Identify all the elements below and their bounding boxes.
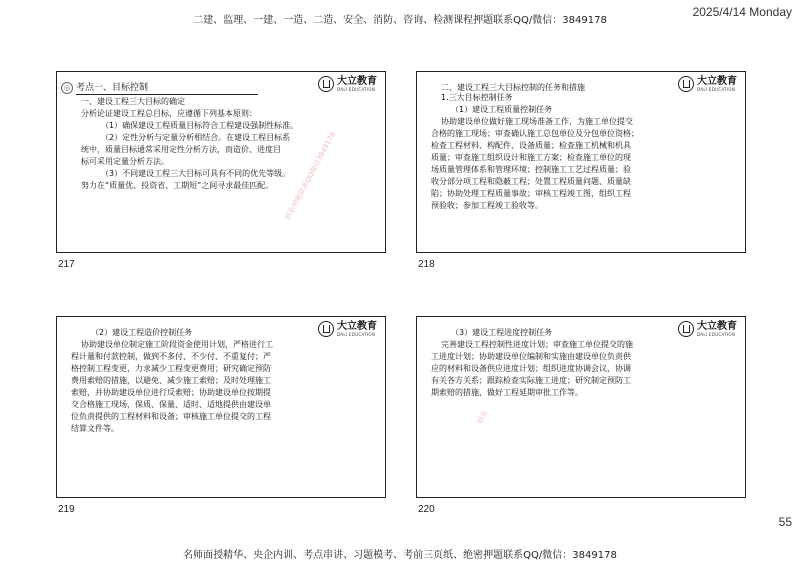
slide-217 bbox=[56, 71, 386, 253]
logo-text: 大立教育 bbox=[337, 320, 377, 332]
text-line: 有关各方关系；跟踪检查实际施工进度；研究制定预防工 bbox=[431, 376, 631, 385]
date-label: 2025/4/14 Monday bbox=[692, 5, 792, 19]
slide-number: 219 bbox=[58, 504, 75, 515]
logo-text: 大立教育 bbox=[697, 75, 737, 87]
slide-item: （2）建设工程造价控制任务 bbox=[91, 328, 193, 337]
slide-title: 考点一、目标控制 bbox=[76, 80, 258, 95]
watermark: 联系 bbox=[475, 409, 490, 426]
logo-subtext: DALI EDUCATION bbox=[337, 331, 376, 337]
text-line: （3）不同建设工程三大目标可具有不同的优先等级。 bbox=[101, 169, 291, 178]
text-line: 程计量和付款控制，做到不多付、不少付、不重复付；严 bbox=[71, 352, 271, 361]
slide-body bbox=[431, 82, 733, 212]
logo-icon bbox=[318, 76, 334, 92]
text-line: 场质量管理体系和管理环境；控制施工工艺过程质量；验 bbox=[431, 165, 631, 174]
watermark: 联系押题联系QQ微信3849178 bbox=[283, 130, 338, 222]
logo-subtext: DALI EDUCATION bbox=[697, 331, 736, 337]
text-line: 完善建设工程控制性进度计划；审查施工单位提交的施 bbox=[441, 340, 633, 349]
slide-number: 218 bbox=[418, 259, 435, 270]
logo bbox=[318, 76, 377, 92]
text-line: 一、建设工程三大目标的确定 bbox=[81, 97, 185, 106]
slide-219 bbox=[56, 316, 386, 498]
slide-number: 217 bbox=[58, 259, 75, 270]
text-line: 工进度计划；协助建设单位编制和实施由建设单位负责供 bbox=[431, 352, 631, 361]
logo-subtext: DALI EDUCATION bbox=[697, 86, 736, 92]
header-banner: 二建、监理、一建、一造、二造、安全、消防、咨询、检测课程押题联系QQ/微信：3849178 bbox=[193, 15, 607, 26]
slide-item: （1）建设工程质量控制任务 bbox=[451, 105, 553, 114]
text-line: 位负责提供的工程材料和设备；审核施工单位提交的工程 bbox=[71, 412, 271, 421]
text-line: 协助建设单位做好施工现场准备工作，为施工单位提交 bbox=[441, 117, 633, 126]
text-line: 陷；协助处理工程质量事故；审核工程竣工图，组织工程 bbox=[431, 189, 631, 198]
logo-subtext: DALI EDUCATION bbox=[337, 86, 376, 92]
text-line: 交合格施工现场，保质、保量、适时、适地提供由建设单 bbox=[71, 400, 271, 409]
text-line: （2）定性分析与定量分析相结合。在建设工程目标系 bbox=[101, 133, 291, 142]
text-line: 合格的施工现场；审查确认施工总包单位及分包单位资格； bbox=[431, 129, 639, 138]
text-line: 质量；审查施工组织设计和施工方案；检查施工单位的现 bbox=[431, 153, 631, 162]
text-line: 检查工程材料、构配件、设备质量；检查施工机械和机具 bbox=[431, 141, 631, 150]
logo-text: 大立教育 bbox=[697, 320, 737, 332]
text-line: 期索赔的措施，做好工程延期审批工作等。 bbox=[431, 388, 583, 397]
slide-body bbox=[431, 327, 733, 399]
text-line: 收分部分项工程和隐蔽工程；处置工程质量问题、质量缺 bbox=[431, 177, 631, 186]
text-line: 标可采用定量分析方法。 bbox=[81, 157, 169, 166]
slide-heading: 二、建设工程三大目标控制的任务和措施 bbox=[441, 83, 585, 92]
text-line: 预验收；参加工程竣工验收等。 bbox=[431, 201, 543, 210]
slide-body bbox=[71, 327, 373, 435]
text-line: 格控制工程变更，力求减少工程变更费用；研究确定预防 bbox=[71, 364, 271, 373]
footer-banner: 名师面授精华、央企内训、考点串讲、习题模考、考前三页纸、绝密押题联系QQ/微信：3849178 bbox=[183, 550, 617, 561]
text-line: 结算文件等。 bbox=[71, 424, 119, 433]
slide-number: 220 bbox=[418, 504, 435, 515]
text-line: 索赔，并协助建设单位进行反索赔；协助建设单位按期提 bbox=[71, 388, 271, 397]
page-number: 55 bbox=[778, 515, 792, 529]
bullet-icon: ◎ bbox=[61, 82, 73, 94]
text-line: 分析论证建设工程总目标，应遵循下列基本原则： bbox=[81, 109, 257, 118]
text-line: 协助建设单位制定施工阶段资金使用计划，严格进行工 bbox=[81, 340, 273, 349]
slide-title-row bbox=[61, 80, 258, 95]
text-line: 努力在“质量优、投资省、工期短”之间寻求最佳匹配。 bbox=[81, 181, 274, 190]
slide-subheading: 1.三大目标控制任务 bbox=[441, 93, 513, 102]
text-line: 应的材料和设备供应进度计划；组织进度协调会议，协调 bbox=[431, 364, 631, 373]
text-line: 统中，质量目标通常采用定性分析方法，而造价、进度目 bbox=[81, 145, 281, 154]
slide-220 bbox=[416, 316, 746, 498]
logo-text: 大立教育 bbox=[337, 75, 377, 87]
text-line: 费用索赔的措施，以避免、减少施工索赔；及时处理施工 bbox=[71, 376, 271, 385]
slide-218 bbox=[416, 71, 746, 253]
text-line: （1）确保建设工程质量目标符合工程建设强制性标准。 bbox=[101, 121, 299, 130]
slide-item: （3）建设工程进度控制任务 bbox=[451, 328, 553, 337]
